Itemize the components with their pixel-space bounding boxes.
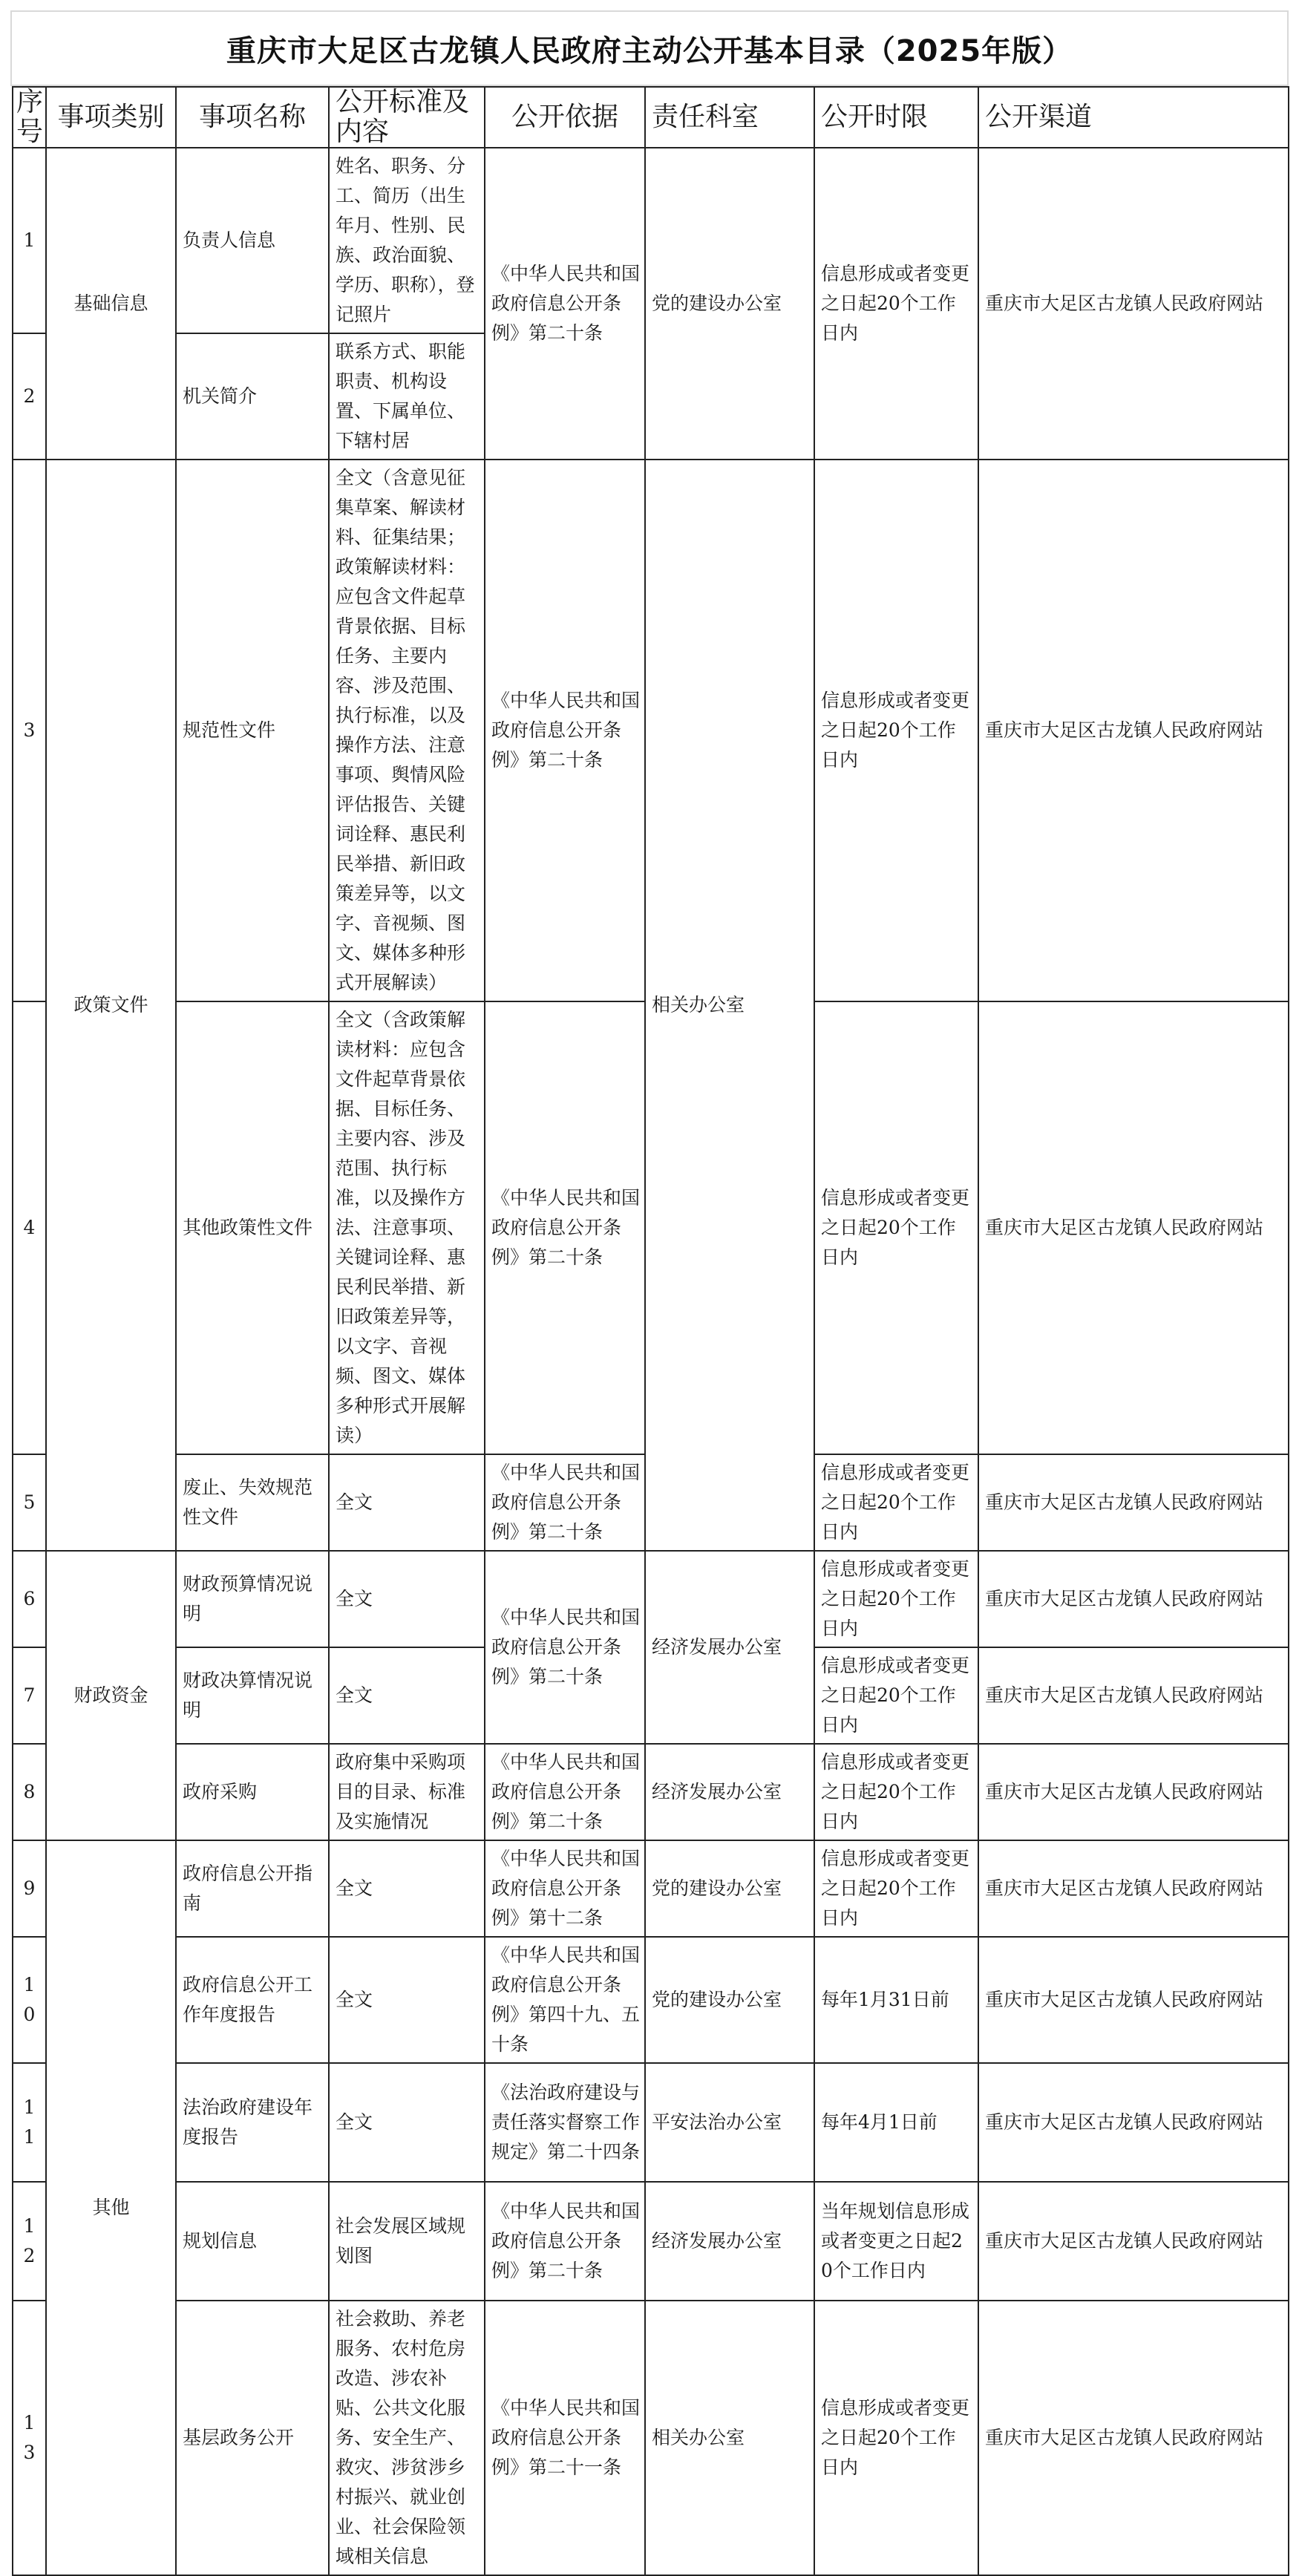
channel-cell: 重庆市大足区古龙镇人民政府网站 [978, 1647, 1289, 1744]
standard-cell: 全文 [329, 1551, 485, 1647]
basis-cell: 《中华人民共和国政府信息公开条例》第二十一条 [485, 2301, 645, 2575]
office-cell: 党的建设办公室 [645, 1937, 814, 2063]
channel-cell: 重庆市大足区古龙镇人民政府网站 [978, 2182, 1289, 2301]
header-category: 事项类别 [46, 87, 176, 148]
channel-cell: 重庆市大足区古龙镇人民政府网站 [978, 1744, 1289, 1840]
table-row [13, 1551, 1289, 1647]
deadline-cell: 信息形成或者变更之日起20个工作日内 [814, 2301, 978, 2575]
name-cell: 法治政府建设年度报告 [176, 2063, 329, 2182]
name-cell: 财政决算情况说明 [176, 1647, 329, 1744]
channel-cell: 重庆市大足区古龙镇人民政府网站 [978, 460, 1289, 1001]
deadline-cell: 每年4月1日前 [814, 2063, 978, 2182]
standard-cell: 全文 [329, 1647, 485, 1744]
standard-cell: 全文（含政策解读材料：应包含文件起草背景依据、目标任务、主要内容、涉及范围、执行标准，以及操作方法、注意事项、关键词诠释、惠民利民举措、新旧政策差异等，以文字、音视频、图文、媒体多种形式开展解读） [329, 1001, 485, 1454]
seq-cell: 6 [13, 1551, 46, 1647]
office-cell: 党的建设办公室 [645, 148, 814, 460]
office-cell: 相关办公室 [645, 460, 814, 1551]
table-row [13, 2301, 1289, 2575]
seq-cell: 2 [13, 333, 46, 460]
seq-cell: 1 [13, 148, 46, 333]
header-basis: 公开依据 [485, 87, 645, 148]
standard-cell: 全文 [329, 1937, 485, 2063]
deadline-cell: 当年规划信息形成或者变更之日起20个工作日内 [814, 2182, 978, 2301]
channel-cell: 重庆市大足区古龙镇人民政府网站 [978, 2063, 1289, 2182]
name-cell: 政府信息公开工作年度报告 [176, 1937, 329, 2063]
seq-cell: 4 [13, 1001, 46, 1454]
seq-cell: 8 [13, 1744, 46, 1840]
office-cell: 党的建设办公室 [645, 1840, 814, 1937]
table-row [13, 1840, 1289, 1937]
office-cell: 平安法治办公室 [645, 2063, 814, 2182]
office-cell: 经济发展办公室 [645, 1551, 814, 1744]
office-cell: 相关办公室 [645, 2301, 814, 2575]
header-office: 责任科室 [645, 87, 814, 148]
category-cell: 财政资金 [46, 1551, 176, 1840]
page-title: 重庆市大足区古龙镇人民政府主动公开基本目录（2025年版） [226, 33, 1073, 68]
seq-cell: 9 [13, 1840, 46, 1937]
standard-cell: 社会发展区域规划图 [329, 2182, 485, 2301]
seq-cell: 7 [13, 1647, 46, 1744]
table-row [13, 2182, 1289, 2301]
standard-cell: 社会救助、养老服务、农村危房改造、涉农补贴、公共文化服务、安全生产、救灾、涉贫涉乡村振兴、就业创业、社会保险领域相关信息 [329, 2301, 485, 2575]
standard-cell: 全文（含意见征集草案、解读材料、征集结果；政策解读材料：应包含文件起草背景依据、目标任务、主要内容、涉及范围、执行标准，以及操作方法、注意事项、舆情风险评估报告、关键词诠释、惠民利民举措、新旧政策差异等，以文字、音视频、图文、媒体多种形式开展解读） [329, 460, 485, 1001]
header-name: 事项名称 [176, 87, 329, 148]
standard-cell: 全文 [329, 1840, 485, 1937]
deadline-cell: 每年1月31日前 [814, 1937, 978, 2063]
name-cell: 负责人信息 [176, 148, 329, 333]
basis-cell: 《中华人民共和国政府信息公开条例》第四十九、五十条 [485, 1937, 645, 2063]
deadline-cell: 信息形成或者变更之日起20个工作日内 [814, 1647, 978, 1744]
table-header-row [13, 87, 1289, 148]
seq-cell: 5 [13, 1454, 46, 1551]
basis-cell: 《中华人民共和国政府信息公开条例》第二十条 [485, 1744, 645, 1840]
deadline-cell: 信息形成或者变更之日起20个工作日内 [814, 148, 978, 460]
standard-cell: 姓名、职务、分工、简历（出生年月、性别、民族、政治面貌、学历、职称），登记照片 [329, 148, 485, 333]
name-cell: 基层政务公开 [176, 2301, 329, 2575]
seq-cell: 3 [13, 460, 46, 1001]
standard-cell: 政府集中采购项目的目录、标准及实施情况 [329, 1744, 485, 1840]
table-row [13, 148, 1289, 333]
channel-cell: 重庆市大足区古龙镇人民政府网站 [978, 2301, 1289, 2575]
basis-cell: 《中华人民共和国政府信息公开条例》第二十条 [485, 1551, 645, 1744]
channel-cell: 重庆市大足区古龙镇人民政府网站 [978, 1454, 1289, 1551]
name-cell: 规划信息 [176, 2182, 329, 2301]
basis-cell: 《中华人民共和国政府信息公开条例》第十二条 [485, 1840, 645, 1937]
deadline-cell: 信息形成或者变更之日起20个工作日内 [814, 1840, 978, 1937]
header-seq: 序号 [13, 87, 46, 148]
table-row [13, 2063, 1289, 2182]
disclosure-table [12, 86, 1289, 2576]
basis-cell: 《中华人民共和国政府信息公开条例》第二十条 [485, 2182, 645, 2301]
name-cell: 废止、失效规范性文件 [176, 1454, 329, 1551]
channel-cell: 重庆市大足区古龙镇人民政府网站 [978, 1551, 1289, 1647]
basis-cell: 《法治政府建设与责任落实督察工作规定》第二十四条 [485, 2063, 645, 2182]
table-row [13, 1937, 1289, 2063]
name-cell: 机关简介 [176, 333, 329, 460]
channel-cell: 重庆市大足区古龙镇人民政府网站 [978, 148, 1289, 460]
seq-cell: 13 [13, 2301, 46, 2575]
name-cell: 政府采购 [176, 1744, 329, 1840]
deadline-cell: 信息形成或者变更之日起20个工作日内 [814, 460, 978, 1001]
header-channel: 公开渠道 [978, 87, 1289, 148]
basis-cell: 《中华人民共和国政府信息公开条例》第二十条 [485, 1001, 645, 1454]
standard-cell: 全文 [329, 1454, 485, 1551]
channel-cell: 重庆市大足区古龙镇人民政府网站 [978, 1001, 1289, 1454]
office-cell: 经济发展办公室 [645, 1744, 814, 1840]
category-cell: 其他 [46, 1840, 176, 2575]
name-cell: 政府信息公开指南 [176, 1840, 329, 1937]
category-cell: 政策文件 [46, 460, 176, 1551]
name-cell: 财政预算情况说明 [176, 1551, 329, 1647]
channel-cell: 重庆市大足区古龙镇人民政府网站 [978, 1840, 1289, 1937]
basis-cell: 《中华人民共和国政府信息公开条例》第二十条 [485, 460, 645, 1001]
deadline-cell: 信息形成或者变更之日起20个工作日内 [814, 1744, 978, 1840]
name-cell: 规范性文件 [176, 460, 329, 1001]
deadline-cell: 信息形成或者变更之日起20个工作日内 [814, 1001, 978, 1454]
category-cell: 基础信息 [46, 148, 176, 460]
header-deadline: 公开时限 [814, 87, 978, 148]
basis-cell: 《中华人民共和国政府信息公开条例》第二十条 [485, 148, 645, 460]
standard-cell: 全文 [329, 2063, 485, 2182]
title-box [10, 10, 1289, 86]
seq-cell: 10 [13, 1937, 46, 2063]
deadline-cell: 信息形成或者变更之日起20个工作日内 [814, 1454, 978, 1551]
seq-cell: 11 [13, 2063, 46, 2182]
deadline-cell: 信息形成或者变更之日起20个工作日内 [814, 1551, 978, 1647]
standard-cell: 联系方式、职能职责、机构设置、下属单位、下辖村居 [329, 333, 485, 460]
table-row [13, 460, 1289, 1001]
channel-cell: 重庆市大足区古龙镇人民政府网站 [978, 1937, 1289, 2063]
office-cell: 经济发展办公室 [645, 2182, 814, 2301]
name-cell: 其他政策性文件 [176, 1001, 329, 1454]
table-row [13, 1744, 1289, 1840]
seq-cell: 12 [13, 2182, 46, 2301]
basis-cell: 《中华人民共和国政府信息公开条例》第二十条 [485, 1454, 645, 1551]
header-standard: 公开标准及内容 [329, 87, 485, 148]
